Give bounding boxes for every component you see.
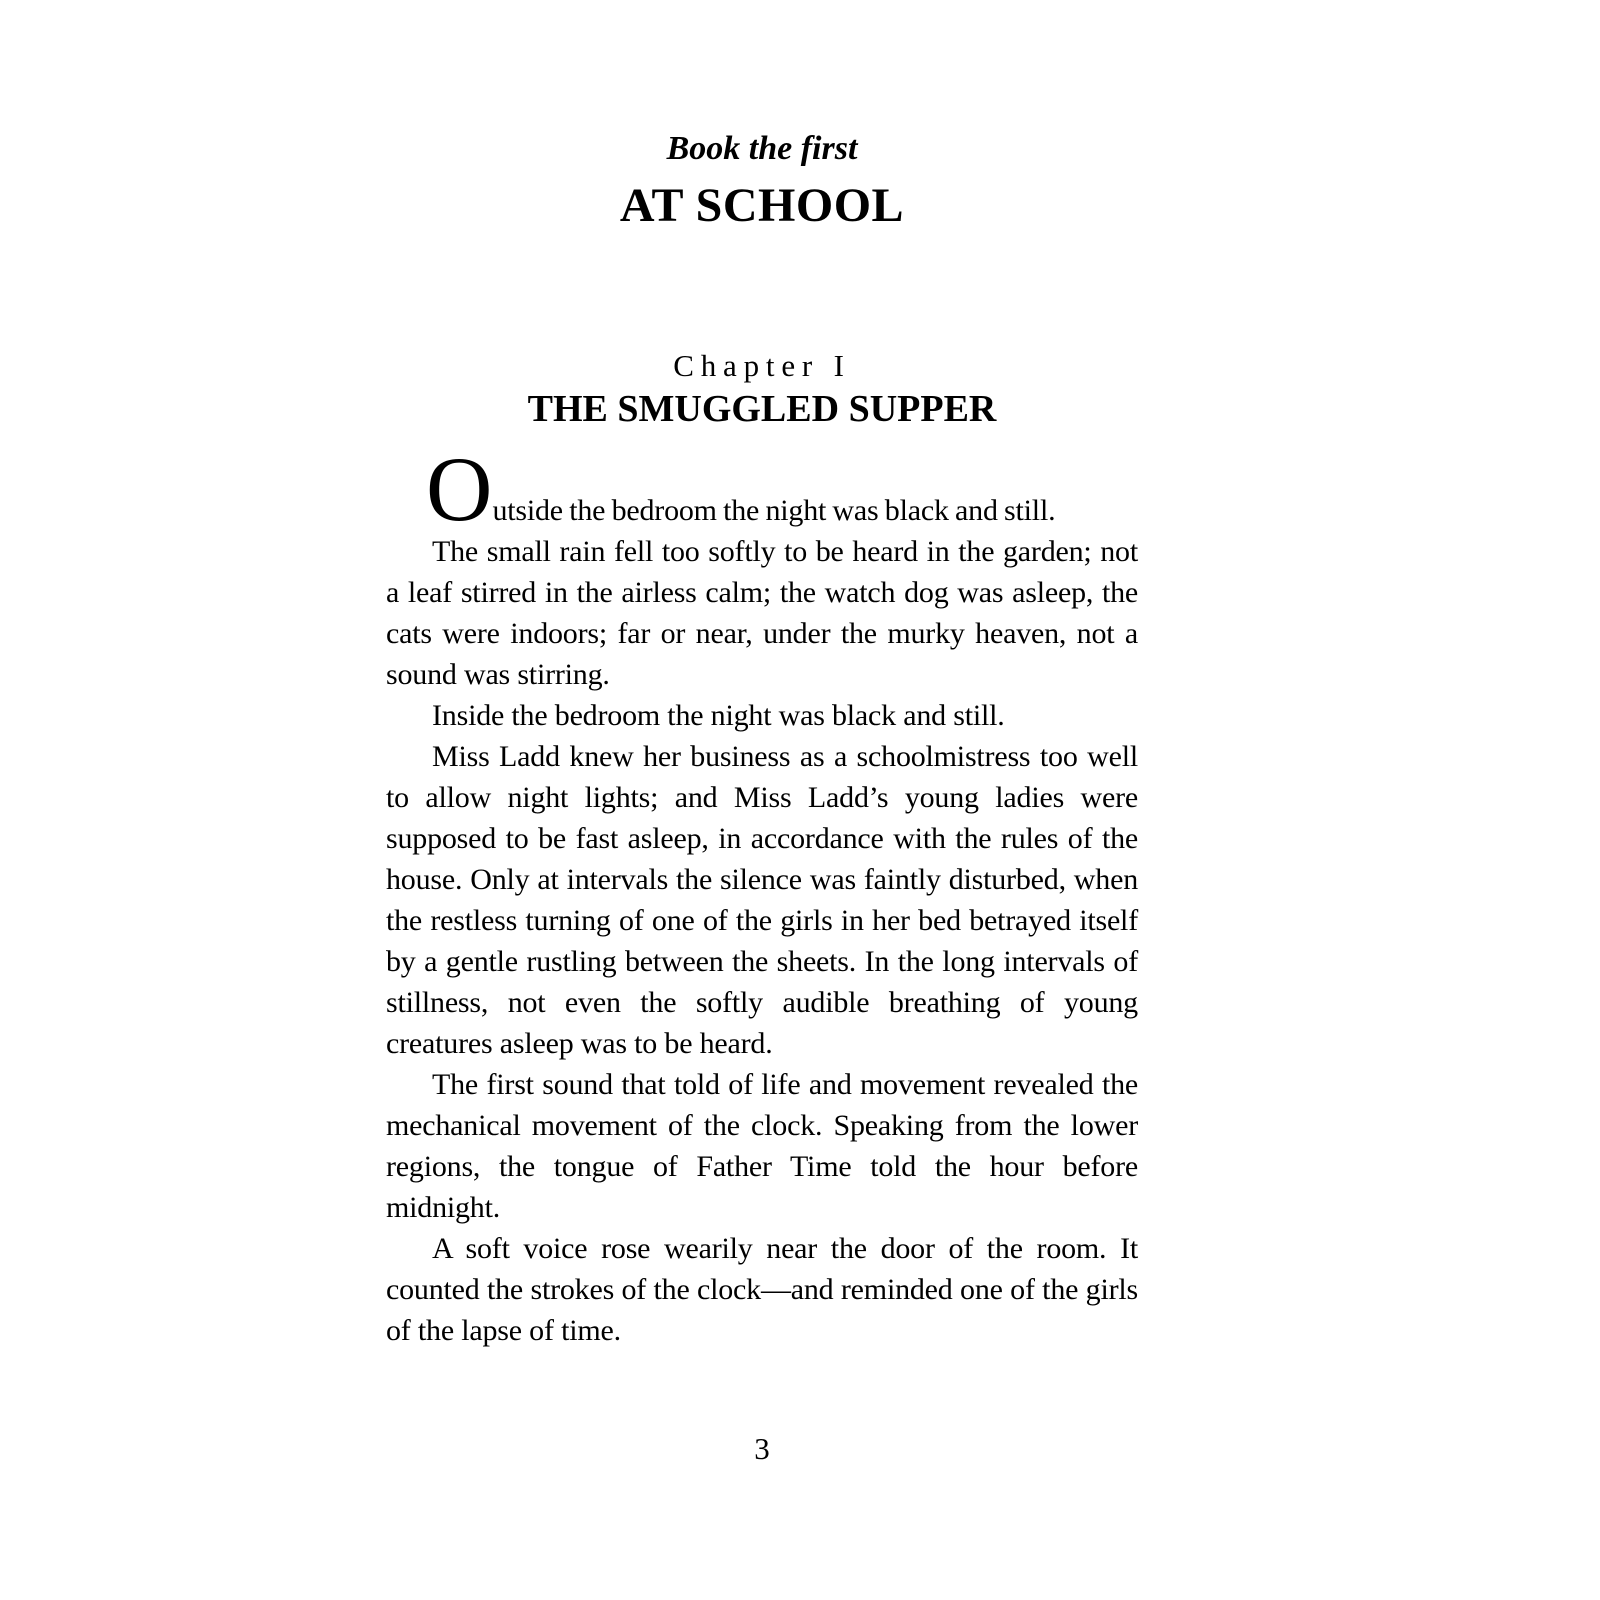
paragraph: The first sound that told of life and movement revealed the mechanical movement of the clock. Speaking from the lower regions, the tongue of Father Time told the hour before midnight. xyxy=(386,1068,1138,1224)
chapter-label: Chapter I xyxy=(673,348,851,383)
paragraph: Inside the bedroom the night was black and still. xyxy=(432,699,1005,732)
paragraph: The small rain fell too softly to be heard in the garden; not a leaf stirred in the airless calm; the watch dog was asleep, the cats were indoors; far or near, under the murky heaven, not a sound was stirring. xyxy=(386,535,1138,691)
paragraph: A soft voice rose wearily near the door of the room. It counted the strokes of the clock—and reminded one of the girls of the lapse of time. xyxy=(386,1232,1138,1347)
drop-cap-initial: O xyxy=(426,438,493,540)
page-number: 3 xyxy=(754,1431,770,1466)
book-part-heading xyxy=(386,128,1138,232)
book-part-title: AT SCHOOL xyxy=(619,179,905,232)
paragraph: Miss Ladd knew her business as a schoolmistress too well to allow night lights; and Miss Ladd’s young ladies were supposed to be fast asleep, in accordance with the rules of the house. Only at intervals the silence was faintly disturbed, when the restless turning of one of the girls in her bed betrayed itself by a gentle rustling between the sheets. In the long intervals of stillness, not even the softly audible breathing of young creatures asleep was to be heard. xyxy=(386,740,1138,1060)
paragraph xyxy=(386,438,1138,540)
book-part-label: Book the first xyxy=(666,130,858,167)
chapter-title: THE SMUGGLED SUPPER xyxy=(527,388,997,430)
paragraph-text: utside the bedroom the night was black and still. xyxy=(492,494,1056,527)
body-text xyxy=(386,438,1138,1351)
chapter-heading xyxy=(386,348,1138,430)
